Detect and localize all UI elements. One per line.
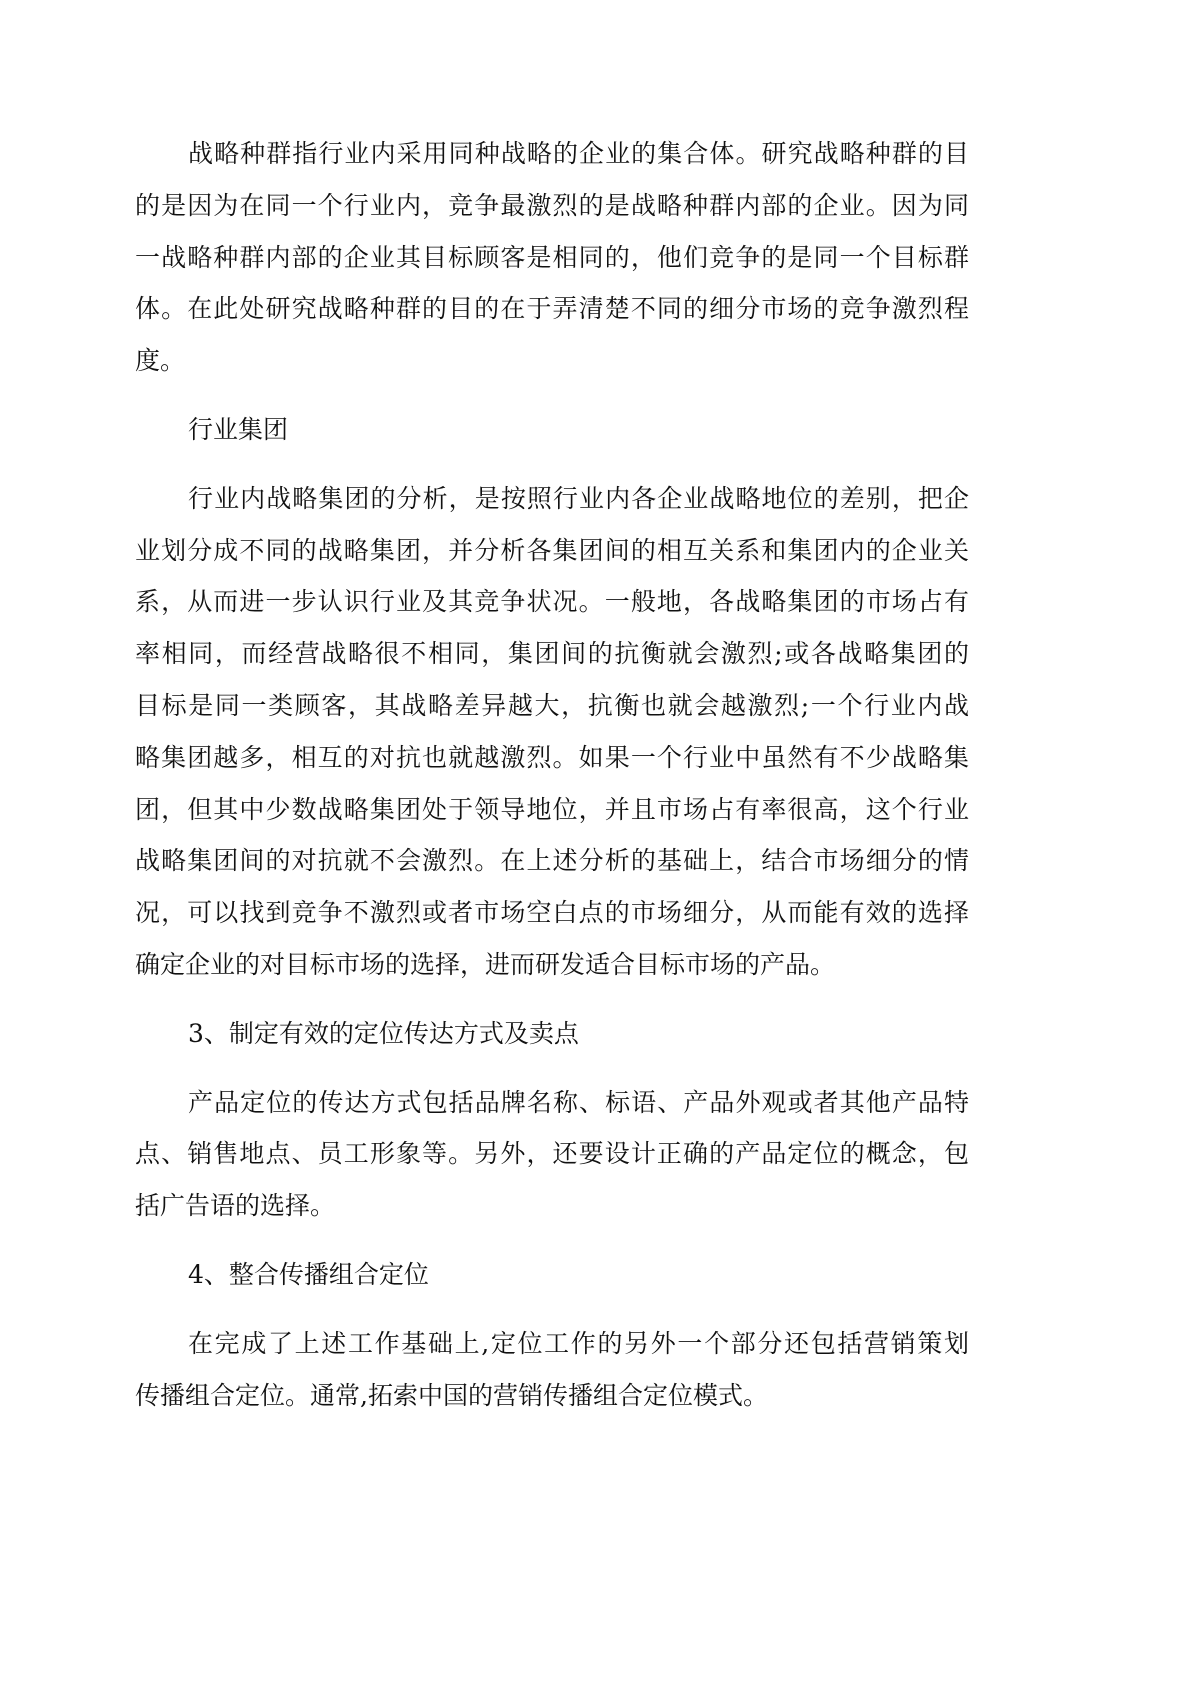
text-line: 行业内战略集团的分析，是按照行业内各企业战略地位的差别，把企 — [188, 483, 969, 513]
text-line: 产品定位的传达方式包括品牌名称、标语、产品外观或者其他产品特 — [188, 1087, 969, 1117]
document-page — [135, 128, 969, 1421]
text-line: 一战略种群内部的企业其目标顾客是相同的，他们竞争的是同一个目标群 — [135, 242, 969, 272]
text-line: 在完成了上述工作基础上,定位工作的另外一个部分还包括营销策划 — [188, 1328, 969, 1358]
text-line: 传播组合定位。通常,拓索中国的营销传播组合定位模式。 — [135, 1380, 768, 1410]
section-heading: 4、整合传播组合定位 — [188, 1259, 429, 1289]
paragraph — [135, 1077, 969, 1232]
text-line: 率相同，而经营战略很不相同，集团间的抗衡就会激烈;或各战略集团的 — [135, 639, 969, 669]
paragraph-gap — [135, 991, 969, 1008]
text-line: 点、销售地点、员工形象等。另外，还要设计正确的产品定位的概念，包 — [135, 1139, 969, 1169]
text-line: 的是因为在同一个行业内，竞争最激烈的是战略种群内部的企业。因为同 — [135, 190, 969, 220]
text-line: 况，可以找到竞争不激烈或者市场空白点的市场细分，从而能有效的选择 — [135, 898, 969, 928]
paragraph-gap — [135, 456, 969, 473]
text-line: 目标是同一类顾客，其战略差异越大，抗衡也就会越激烈;一个行业内战 — [135, 690, 969, 720]
text-line: 确定企业的对目标市场的选择，进而研发适合目标市场的产品。 — [135, 949, 836, 979]
paragraph — [135, 473, 969, 991]
paragraph-gap — [135, 387, 969, 404]
paragraph-gap — [135, 1060, 969, 1077]
paragraph — [135, 1318, 969, 1422]
text-line: 度。 — [135, 346, 186, 376]
text-line: 体。在此处研究战略种群的目的在于弄清楚不同的细分市场的竞争激烈程 — [135, 294, 969, 324]
section-heading: 行业集团 — [188, 414, 289, 444]
text-line: 战略种群指行业内采用同种战略的企业的集合体。研究战略种群的目 — [188, 139, 969, 168]
paragraph-gap — [135, 1301, 969, 1318]
text-line: 团，但其中少数战略集团处于领导地位，并且市场占有率很高，这个行业 — [135, 794, 969, 824]
paragraph-gap — [135, 1232, 969, 1249]
text-line: 系，从而进一步认识行业及其竞争状况。一般地，各战略集团的市场占有 — [135, 587, 969, 617]
text-line: 业划分成不同的战略集团，并分析各集团间的相互关系和集团内的企业关 — [135, 535, 969, 565]
section-heading: 3、制定有效的定位传达方式及卖点 — [188, 1018, 579, 1048]
text-line: 略集团越多，相互的对抗也就越激烈。如果一个行业中虽然有不少战略集 — [135, 742, 969, 772]
paragraph — [135, 128, 969, 387]
text-line: 战略集团间的对抗就不会激烈。在上述分析的基础上，结合市场细分的情 — [135, 846, 969, 876]
text-line: 括广告语的选择。 — [135, 1191, 336, 1221]
